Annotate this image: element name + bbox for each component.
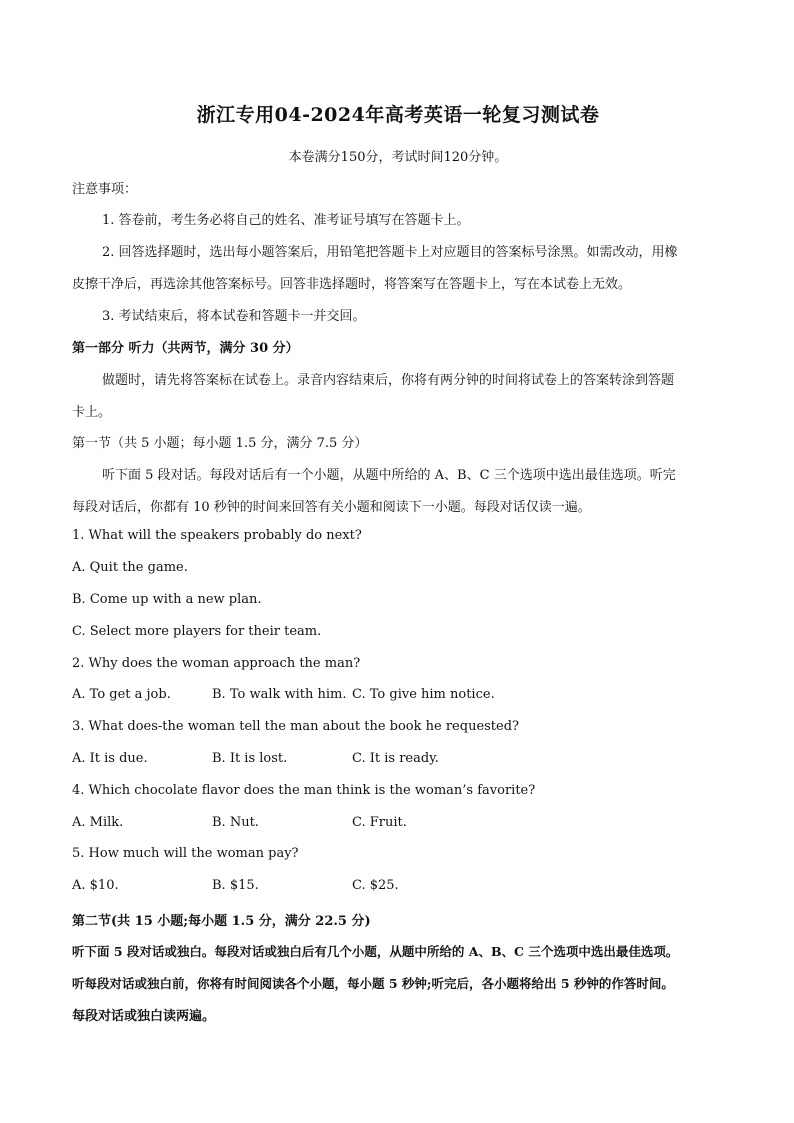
- notice-1: 1. 答卷前，考生务必将自己的姓名、准考证号填写在答题卡上。: [102, 213, 470, 228]
- q4-option-b: B. Nut.: [212, 815, 259, 830]
- q3-option-b: B. It is lost.: [212, 751, 288, 766]
- section1-line2: 每段对话后，你都有 10 秒钟的时间来回答有关小题和阅读下一小题。每段对话仅读一遍。: [72, 500, 591, 515]
- section1-heading: 第一节（共 5 小题；每小题 1.5 分，满分 7.5 分）: [72, 436, 368, 451]
- part1-heading: 第一部分 听力（共两节，满分 30 分）: [72, 341, 299, 356]
- q2-option-c: C. To give him notice.: [352, 687, 495, 702]
- q5-option-a: A. $10.: [72, 878, 119, 893]
- section2-line2: 听每段对话或独白前，你将有时间阅读各个小题，每小题 5 秒钟;听完后，各小题将给出 5 秒钟的作答时间。: [72, 976, 674, 991]
- q3-option-c: C. It is ready.: [352, 751, 439, 766]
- part1-intro-line2: 卡上。: [72, 405, 112, 420]
- section2-heading: 第二节(共 15 小题;每小题 1.5 分，满分 22.5 分): [72, 914, 371, 929]
- q3-option-a: A. It is due.: [72, 751, 148, 766]
- section2-line3: 每段对话或独白读两遍。: [72, 1009, 216, 1024]
- section2-line1: 听下面 5 段对话或独白。每段对话或独白后有几个小题，从题中所给的 A、B、C 三个选项中选出最佳选项。: [72, 944, 679, 959]
- question-1: 1. What will the speakers probably do next?: [72, 528, 362, 543]
- q4-option-c: C. Fruit.: [352, 815, 407, 830]
- question-2: 2. Why does the woman approach the man?: [72, 656, 361, 671]
- section1-line1: 听下面 5 段对话。每段对话后有一个小题，从题中所给的 A、B、C 三个选项中选出最佳选项。听完: [102, 468, 676, 483]
- q2-option-a: A. To get a job.: [72, 687, 171, 702]
- q1-option-b: B. Come up with a new plan.: [72, 592, 262, 607]
- notice-2-cont: 皮擦干净后，再选涂其他答案标号。回答非选择题时，将答案写在答题卡上，写在本试卷上无效。: [72, 277, 632, 292]
- part1-intro-line1: 做题时，请先将答案标在试卷上。录音内容结束后，你将有两分钟的时间将试卷上的答案转涂到答题: [102, 373, 675, 388]
- q4-option-a: A. Milk.: [72, 815, 124, 830]
- question-3: 3. What does-the woman tell the man about the book he requested?: [72, 719, 520, 734]
- q2-option-b: B. To walk with him.: [212, 687, 347, 702]
- page-subtitle: 本卷满分150分，考试时间120分钟。: [288, 150, 508, 165]
- notice-3: 3. 考试结束后，将本试卷和答题卡一并交回。: [102, 309, 366, 324]
- question-5: 5. How much will the woman pay?: [72, 846, 299, 861]
- q1-option-c: C. Select more players for their team.: [72, 624, 322, 639]
- page-title: 浙江专用04-2024年高考英语一轮复习测试卷: [196, 104, 600, 126]
- q1-option-a: A. Quit the game.: [72, 560, 188, 575]
- notice-2: 2. 回答选择题时，选出每小题答案后，用铅笔把答题卡上对应题目的答案标号涂黑。如需改动，用橡: [102, 245, 678, 260]
- notice-heading: 注意事项：: [72, 182, 138, 197]
- q5-option-b: B. $15.: [212, 878, 259, 893]
- q5-option-c: C. $25.: [352, 878, 399, 893]
- question-4: 4. Which chocolate flavor does the man think is the woman’s favorite?: [72, 783, 536, 798]
